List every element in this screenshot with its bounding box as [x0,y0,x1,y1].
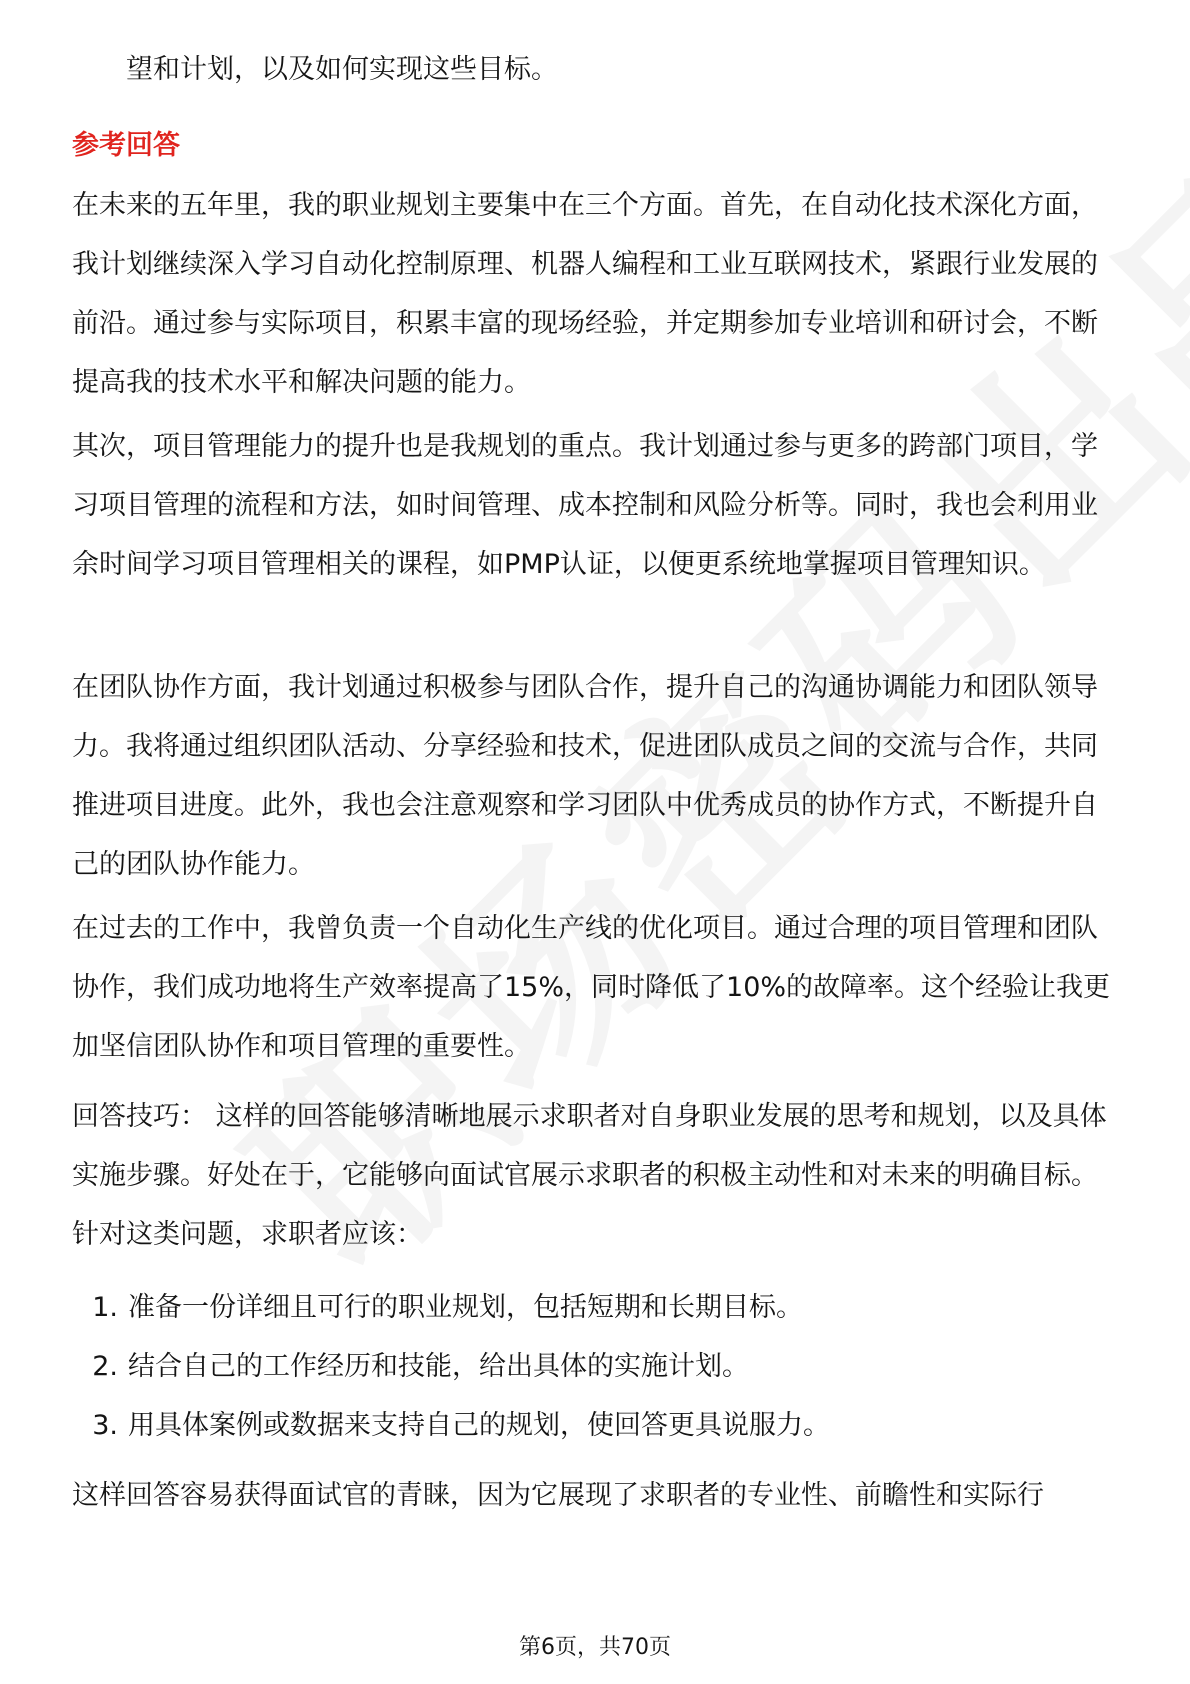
closing-line: 这样回答容易获得面试官的青睐，因为它展现了求职者的专业性、前瞻性和实际行 [72,1480,1044,1511]
paragraph-answer-tips: 回答技巧： 这样的回答能够清晰地展示求职者对自身职业发展的思考和规划，以及具体实施步骤。好处在于，它能够向面试官展示求职者的积极主动性和对未来的明确目标。针对这类问题，求职者应该： [72,1101,1107,1250]
list-item-text: 结合自己的工作经历和技能，给出具体的实施计划。 [128,1351,749,1382]
list-item-number: 1. [92,1292,118,1323]
list-item [72,1396,1122,1455]
list-item-number: 2. [92,1351,118,1382]
list-item-text: 准备一份详细且可行的职业规划，包括短期和长期目标。 [128,1292,803,1323]
section-heading: 参考回答 [72,130,180,161]
paragraph-project-management: 其次，项目管理能力的提升也是我规划的重点。我计划通过参与更多的跨部门项目，学习项目管理的流程和方法，如时间管理、成本控制和风险分析等。同时，我也会利用业余时间学习项目管理相关的课程，如PMP认证，以便更系统地掌握项目管理知识。 [72,431,1098,580]
page-number: 第6页，共70页 [519,1635,671,1660]
paragraph-past-experience: 在过去的工作中，我曾负责一个自动化生产线的优化项目。通过合理的项目管理和团队协作，我们成功地将生产效率提高了15%，同时降低了10%的故障率。这个经验让我更加坚信团队协作和项目管理的重要性。 [72,913,1111,1062]
list-item [72,1337,1122,1396]
list-item [72,1278,1122,1337]
list-item-number: 3. [92,1410,118,1441]
paragraph-teamwork: 在团队协作方面，我计划通过积极参与团队合作，提升自己的沟通协调能力和团队领导力。我将通过组织团队活动、分享经验和技术，促进团队成员之间的交流与合作，共同推进项目进度。此外，我也会注意观察和学习团队中优秀成员的协作方式，不断提升自己的团队协作能力。 [72,672,1098,880]
tips-list [72,1278,1122,1455]
intro-line: 望和计划，以及如何实现这些目标。 [126,54,558,85]
list-item-text: 用具体案例或数据来支持自己的规划，使回答更具说服力。 [128,1410,830,1441]
paragraph-career-plan: 在未来的五年里，我的职业规划主要集中在三个方面。首先，在自动化技术深化方面，我计划继续深入学习自动化控制原理、机器人编程和工业互联网技术，紧跟行业发展的前沿。通过参与实际项目，积累丰富的现场经验，并定期参加专业培训和研讨会，不断提高我的技术水平和解决问题的能力。 [72,190,1098,398]
